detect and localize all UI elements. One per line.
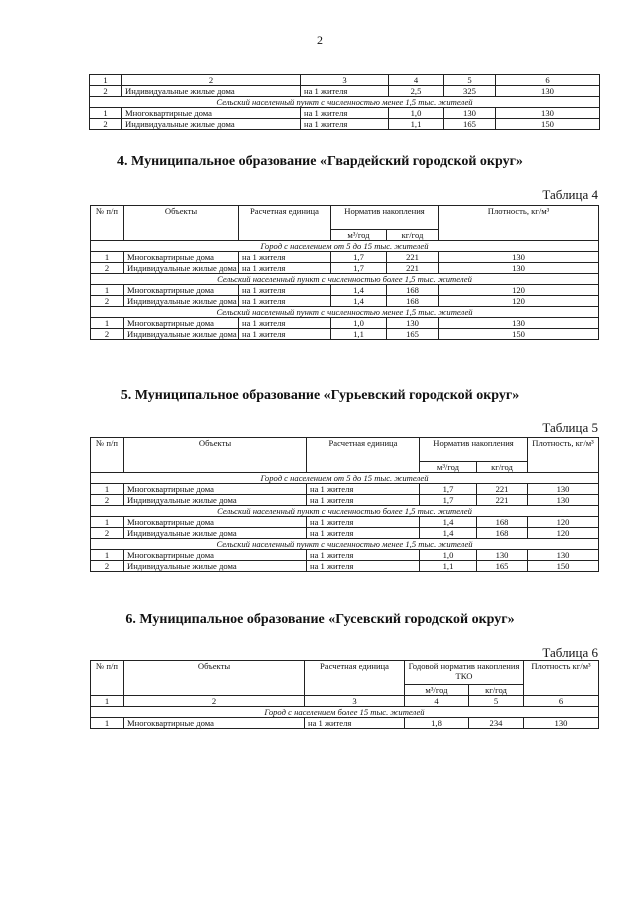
header-row	[91, 206, 599, 230]
column-number: 3	[305, 696, 405, 707]
table-row	[90, 108, 600, 119]
table-6	[90, 660, 599, 729]
object-name: Индивидуальные жилые дома	[122, 119, 301, 130]
table-row	[91, 718, 599, 729]
object-name: Многоквартирные дома	[124, 484, 307, 495]
table-row	[91, 285, 599, 296]
row-number: 1	[91, 318, 124, 329]
unit: на 1 жителя	[305, 718, 405, 729]
unit: на 1 жителя	[307, 550, 420, 561]
column-number: 5	[444, 75, 496, 86]
object-name: Многоквартирные дома	[124, 550, 307, 561]
norm-m3: 1,4	[331, 285, 387, 296]
table-row	[91, 517, 599, 528]
section-row	[91, 473, 599, 484]
table-row	[90, 86, 600, 97]
column-number: 5	[469, 696, 524, 707]
density: 120	[528, 528, 599, 539]
header-unit: Расчетная единица	[239, 206, 331, 241]
table-5	[90, 437, 599, 572]
unit: на 1 жителя	[307, 495, 420, 506]
table-row	[91, 296, 599, 307]
section-caption: Город с населением от 5 до 15 тыс. жителей	[91, 241, 599, 252]
row-number: 2	[91, 329, 124, 340]
norm-kg: 221	[387, 252, 439, 263]
norm-kg: 221	[477, 495, 528, 506]
norm-kg: 130	[477, 550, 528, 561]
object-name: Индивидуальные жилые дома	[124, 329, 239, 340]
unit: на 1 жителя	[307, 561, 420, 572]
table-row	[91, 318, 599, 329]
norm-m3: 1,7	[420, 484, 477, 495]
norm-m3: 1,4	[420, 517, 477, 528]
norm-kg: 130	[444, 108, 496, 119]
density: 130	[496, 108, 600, 119]
density: 150	[496, 119, 600, 130]
header-m3: м³/год	[420, 462, 477, 473]
unit: на 1 жителя	[239, 252, 331, 263]
column-number: 3	[301, 75, 389, 86]
density: 150	[439, 329, 599, 340]
table-4	[90, 205, 599, 340]
density: 120	[439, 285, 599, 296]
header-row	[91, 438, 599, 462]
norm-m3: 1,0	[420, 550, 477, 561]
object-name: Многоквартирные дома	[124, 285, 239, 296]
density: 130	[439, 263, 599, 274]
unit: на 1 жителя	[239, 263, 331, 274]
column-number: 6	[496, 75, 600, 86]
row-number: 1	[91, 484, 124, 495]
density: 150	[528, 561, 599, 572]
norm-m3: 1,1	[331, 329, 387, 340]
section-row	[91, 506, 599, 517]
header-density: Плотность кг/м³	[524, 661, 599, 696]
table-row	[91, 484, 599, 495]
norm-m3: 1,8	[405, 718, 469, 729]
header-density: Плотность, кг/м³	[439, 206, 599, 241]
table-row	[91, 252, 599, 263]
norm-kg: 221	[387, 263, 439, 274]
norm-kg: 165	[477, 561, 528, 572]
density: 130	[528, 484, 599, 495]
table-row	[91, 329, 599, 340]
header-number: № п/п	[91, 661, 124, 696]
norm-m3: 1,7	[331, 252, 387, 263]
row-number: 1	[91, 718, 124, 729]
object-name: Многоквартирные дома	[124, 318, 239, 329]
density: 130	[528, 495, 599, 506]
unit: на 1 жителя	[307, 517, 420, 528]
column-number-row	[90, 75, 600, 86]
row-number: 1	[91, 517, 124, 528]
table-label-5: Таблица 5	[542, 420, 598, 435]
table-row	[91, 263, 599, 274]
norm-kg: 165	[444, 119, 496, 130]
header-norm: Годовой норматив накопления ТКО	[405, 661, 524, 685]
table-label-6: Таблица 6	[542, 645, 598, 660]
norm-m3: 1,4	[331, 296, 387, 307]
column-number: 2	[122, 75, 301, 86]
header-objects: Объекты	[124, 438, 307, 473]
unit: на 1 жителя	[239, 296, 331, 307]
header-m3: м³/год	[331, 230, 387, 241]
row-number: 1	[91, 550, 124, 561]
norm-m3: 1,7	[420, 495, 477, 506]
object-name: Индивидуальные жилые дома	[124, 561, 307, 572]
section-title-5: 5. Муниципальное образование «Гурьевский городской округ»	[120, 388, 520, 403]
unit: на 1 жителя	[301, 119, 389, 130]
norm-m3: 1,0	[331, 318, 387, 329]
section-row	[91, 307, 599, 318]
header-norm: Норматив накопления	[331, 206, 439, 230]
header-number: № п/п	[91, 438, 124, 473]
section-caption: Сельский населенный пункт с численностью менее 1,5 тыс. жителей	[90, 97, 600, 108]
header-kg: кг/год	[387, 230, 439, 241]
header-number: № п/п	[91, 206, 124, 241]
header-row	[91, 661, 599, 685]
norm-m3: 1,1	[389, 119, 444, 130]
norm-kg: 325	[444, 86, 496, 97]
row-number: 2	[91, 528, 124, 539]
section-caption: Город с населением от 5 до 15 тыс. жителей	[91, 473, 599, 484]
column-number-row	[91, 696, 599, 707]
row-number: 2	[91, 561, 124, 572]
table-row	[91, 528, 599, 539]
section-row	[91, 539, 599, 550]
column-number: 4	[405, 696, 469, 707]
header-unit: Расчетная единица	[307, 438, 420, 473]
norm-kg: 165	[387, 329, 439, 340]
norm-m3: 1,7	[331, 263, 387, 274]
norm-kg: 221	[477, 484, 528, 495]
row-number: 2	[91, 495, 124, 506]
norm-kg: 168	[477, 517, 528, 528]
unit: на 1 жителя	[307, 528, 420, 539]
norm-m3: 1,1	[420, 561, 477, 572]
section-row	[90, 97, 600, 108]
header-kg: кг/год	[477, 462, 528, 473]
section-title-6: 6. Муниципальное образование «Гусевский городской округ»	[125, 612, 515, 627]
section-caption: Сельский населенный пункт с численностью менее 1,5 тыс. жителей	[91, 539, 599, 550]
unit: на 1 жителя	[239, 285, 331, 296]
norm-kg: 130	[387, 318, 439, 329]
page-number: 2	[317, 33, 323, 47]
continuation-table	[89, 74, 600, 130]
unit: на 1 жителя	[301, 86, 389, 97]
object-name: Индивидуальные жилые дома	[124, 495, 307, 506]
norm-m3: 2,5	[389, 86, 444, 97]
section-row	[91, 274, 599, 285]
header-kg: кг/год	[469, 685, 524, 696]
norm-m3: 1,4	[420, 528, 477, 539]
header-objects: Объекты	[124, 206, 239, 241]
header-objects: Объекты	[124, 661, 305, 696]
section-title-4: 4. Муниципальное образование «Гвардейский городской округ»	[117, 154, 523, 169]
density: 130	[524, 718, 599, 729]
density: 130	[496, 86, 600, 97]
section-row	[91, 707, 599, 718]
object-name: Индивидуальные жилые дома	[124, 263, 239, 274]
table-row	[90, 119, 600, 130]
column-number: 2	[124, 696, 305, 707]
object-name: Многоквартирные дома	[122, 108, 301, 119]
norm-m3: 1,0	[389, 108, 444, 119]
section-caption: Город с населением более 15 тыс. жителей	[91, 707, 599, 718]
section-caption: Сельский населенный пункт с численностью менее 1,5 тыс. жителей	[91, 307, 599, 318]
norm-kg: 168	[477, 528, 528, 539]
norm-kg: 168	[387, 285, 439, 296]
row-number: 2	[90, 119, 122, 130]
column-number: 4	[389, 75, 444, 86]
header-density: Плотность, кг/м³	[528, 438, 599, 473]
header-m3: м³/год	[405, 685, 469, 696]
object-name: Многоквартирные дома	[124, 718, 305, 729]
section-row	[91, 241, 599, 252]
object-name: Индивидуальные жилые дома	[124, 528, 307, 539]
section-caption: Сельский населенный пункт с численностью более 1,5 тыс. жителей	[91, 274, 599, 285]
table-row	[91, 550, 599, 561]
density: 130	[439, 252, 599, 263]
object-name: Многоквартирные дома	[124, 252, 239, 263]
density: 130	[528, 550, 599, 561]
object-name: Индивидуальные жилые дома	[124, 296, 239, 307]
column-number: 1	[91, 696, 124, 707]
row-number: 1	[90, 108, 122, 119]
header-norm: Норматив накопления	[420, 438, 528, 462]
row-number: 2	[90, 86, 122, 97]
table-row	[91, 495, 599, 506]
table-label-4: Таблица 4	[542, 187, 598, 202]
norm-kg: 234	[469, 718, 524, 729]
object-name: Индивидуальные жилые дома	[122, 86, 301, 97]
row-number: 2	[91, 263, 124, 274]
density: 120	[439, 296, 599, 307]
section-caption: Сельский населенный пункт с численностью более 1,5 тыс. жителей	[91, 506, 599, 517]
table-row	[91, 561, 599, 572]
density: 120	[528, 517, 599, 528]
norm-kg: 168	[387, 296, 439, 307]
column-number: 6	[524, 696, 599, 707]
row-number: 2	[91, 296, 124, 307]
row-number: 1	[91, 285, 124, 296]
object-name: Многоквартирные дома	[124, 517, 307, 528]
row-number: 1	[91, 252, 124, 263]
unit: на 1 жителя	[307, 484, 420, 495]
header-unit: Расчетная единица	[305, 661, 405, 696]
unit: на 1 жителя	[239, 318, 331, 329]
column-number: 1	[90, 75, 122, 86]
density: 130	[439, 318, 599, 329]
unit: на 1 жителя	[301, 108, 389, 119]
unit: на 1 жителя	[239, 329, 331, 340]
